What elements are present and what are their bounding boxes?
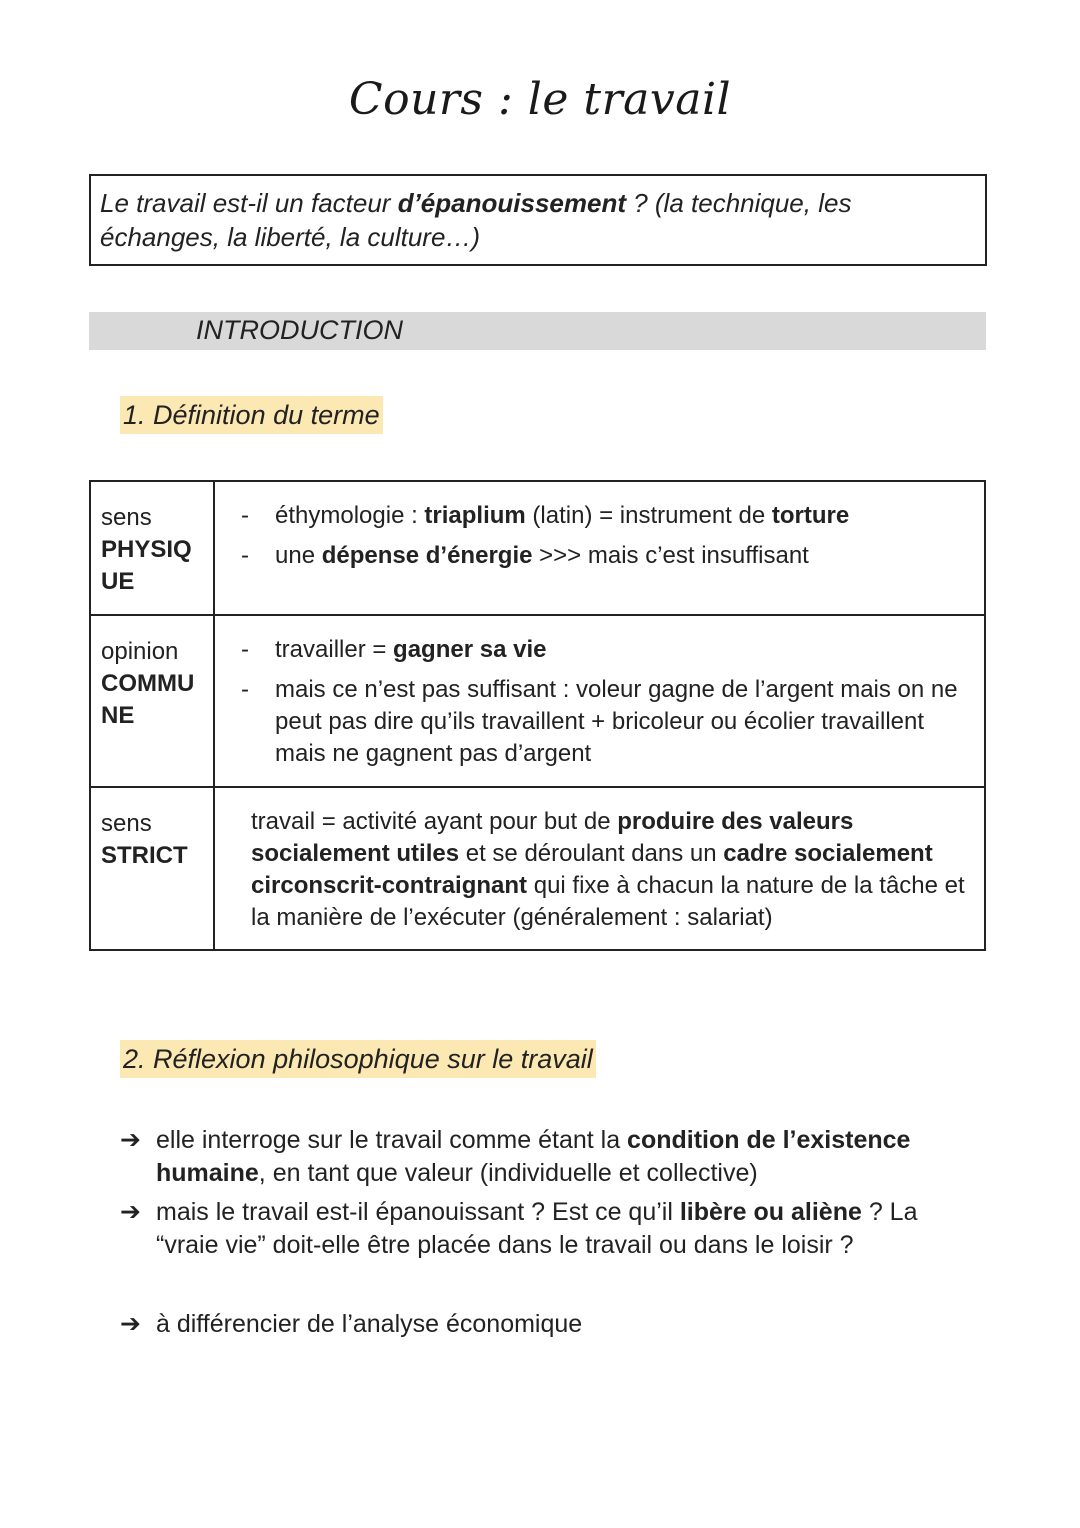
row-label-bold: PHYSIQUE — [101, 536, 192, 595]
question-text-end: ? (la technique, les échanges, la liberté, la culture…) — [100, 188, 852, 252]
arrow-right-icon: ➔ — [120, 1198, 141, 1226]
row-label — [90, 787, 214, 950]
list-item: ➔ elle interroge sur le travail comme étant la condition de l’existence humaine, en tant que valeur (individuelle et collective) — [120, 1126, 911, 1187]
row-label-bold: STRICT — [101, 842, 188, 869]
row-label-bold: COMMUNE — [101, 670, 195, 729]
list-item: - éthymologie : triaplium (latin) = instrument de torture — [233, 500, 974, 532]
list-item: - mais ce n’est pas suffisant : voleur gagne de l’argent mais on ne peut pas dire qu’ils travaillent + bricoleur ou écolier travaillent mais ne gagnent pas d’argent — [233, 674, 974, 770]
row-label-top: opinion — [101, 638, 179, 665]
section-heading-reflection: 2. Réflexion philosophique sur le travail — [120, 1040, 596, 1078]
row-label-top: sens — [101, 504, 152, 531]
definition-paragraph: travail = activité ayant pour but de produire des valeurs socialement utiles et se déroulant dans un cadre socialement circonscrit-contraignant qui fixe à chacun la nature de la tâche et la manière de l’exécuter (généralement : salariat) — [251, 808, 965, 931]
row-content — [214, 615, 985, 787]
question-text: Le travail est-il un facteur — [100, 188, 398, 218]
row-content — [214, 787, 985, 950]
arrow-right-icon: ➔ — [120, 1310, 141, 1338]
reflection-list — [120, 1124, 980, 1347]
row-label — [90, 481, 214, 615]
table-row — [90, 787, 985, 950]
row-label — [90, 615, 214, 787]
page-title: Cours : le travail — [348, 74, 732, 125]
list-item: ➔ mais le travail est-il épanouissant ? Est ce qu’il libère ou aliène ? La “vraie vie” doit-elle être placée dans le travail ou dans le loisir ? — [120, 1198, 918, 1259]
introduction-label: INTRODUCTION — [196, 315, 403, 345]
introduction-band — [89, 312, 986, 350]
definition-table — [89, 480, 986, 951]
list-item: ➔ à différencier de l’analyse économique — [120, 1308, 980, 1341]
table-row — [90, 481, 985, 615]
question-box — [89, 174, 987, 266]
row-label-top: sens — [101, 810, 152, 837]
row-content — [214, 481, 985, 615]
arrow-right-icon: ➔ — [120, 1126, 141, 1154]
table-row — [90, 615, 985, 787]
list-item: - une dépense d’énergie >>> mais c’est insuffisant — [233, 540, 974, 572]
question-keyword: d’épanouissement — [397, 188, 626, 218]
section-heading-definition: 1. Définition du terme — [120, 396, 383, 434]
list-item: - travailler = gagner sa vie — [233, 634, 974, 666]
